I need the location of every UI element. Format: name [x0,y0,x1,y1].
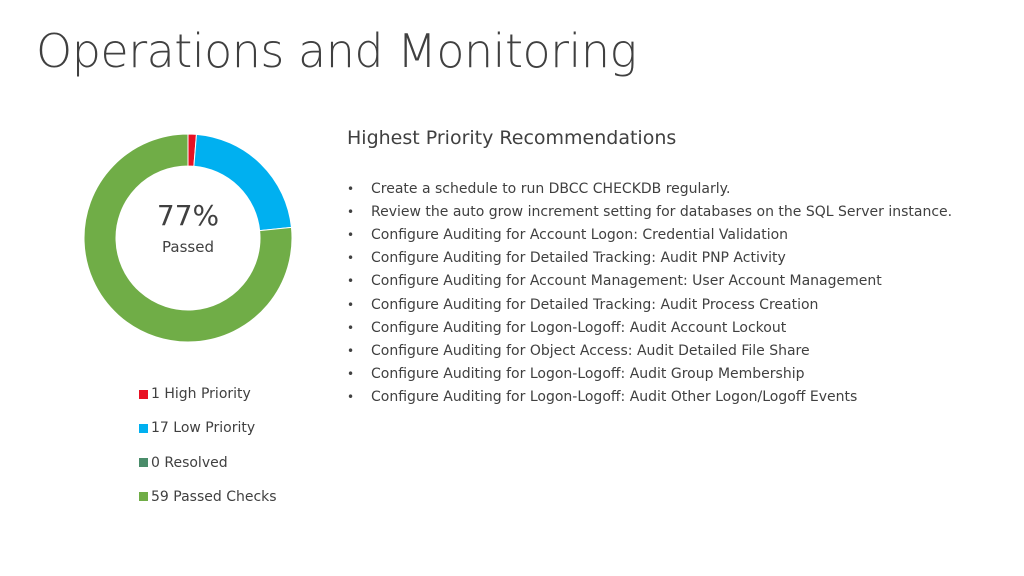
bullet-icon: • [347,320,355,335]
legend-item-passed-checks [139,487,277,507]
list-item [347,177,952,200]
recommendation-text: Configure Auditing for Account Logon: Credential Validation [371,226,789,243]
bullet-icon: • [347,181,355,196]
list-item [347,316,952,339]
bullet-icon: • [347,367,355,382]
recommendation-text: Review the auto grow increment setting for databases on the SQL Server instance. [371,203,953,220]
bullet-icon: • [347,251,355,266]
legend-label-resolved: 0 Resolved [151,454,228,471]
legend-label-passed-checks: 59 Passed Checks [151,488,277,505]
legend-swatch-low-priority [139,424,148,433]
legend-item-resolved [139,453,277,473]
bullet-icon: • [347,297,355,312]
recommendation-text: Configure Auditing for Logon-Logoff: Audit Group Membership [371,366,805,383]
legend-swatch-high-priority [139,390,148,399]
legend-item-high-priority [139,384,277,404]
donut-center-value: 77% [156,199,220,232]
page-title: Operations and Monitoring [36,24,637,78]
legend-item-low-priority [139,418,277,438]
recommendation-text: Configure Auditing for Detailed Tracking: Audit PNP Activity [371,250,786,267]
list-item [347,339,952,362]
list-item [347,363,952,386]
list-item [347,293,952,316]
legend-label-high-priority: 1 High Priority [151,386,251,402]
list-item [347,386,952,409]
recommendation-text: Create a schedule to run DBCC CHECKDB regularly. [371,180,731,197]
bullet-icon: • [347,204,355,219]
bullet-icon: • [347,274,355,289]
legend-swatch-resolved [139,458,148,467]
recommendation-text: Configure Auditing for Object Access: Audit Detailed File Share [371,342,810,359]
donut-center [82,200,294,256]
list-item [347,223,952,246]
recommendation-text: Configure Auditing for Detailed Tracking: Audit Process Creation [371,296,819,313]
bullet-icon: • [347,343,355,358]
recommendations-heading: Highest Priority Recommendations [347,127,677,149]
list-item [347,270,952,293]
list-item [347,247,952,270]
recommendation-text: Configure Auditing for Account Management: User Account Management [371,273,882,290]
donut-center-label: Passed [162,238,214,256]
bullet-icon: • [347,390,355,405]
legend-label-low-priority: 17 Low Priority [151,420,256,437]
list-item [347,200,952,223]
recommendations-list [347,177,952,409]
chart-legend [139,384,277,521]
recommendation-text: Configure Auditing for Logon-Logoff: Audit Account Lockout [371,319,787,336]
recommendation-text: Configure Auditing for Logon-Logoff: Audit Other Logon/Logoff Events [371,389,858,406]
bullet-icon: • [347,227,355,242]
legend-swatch-passed-checks [139,492,148,501]
